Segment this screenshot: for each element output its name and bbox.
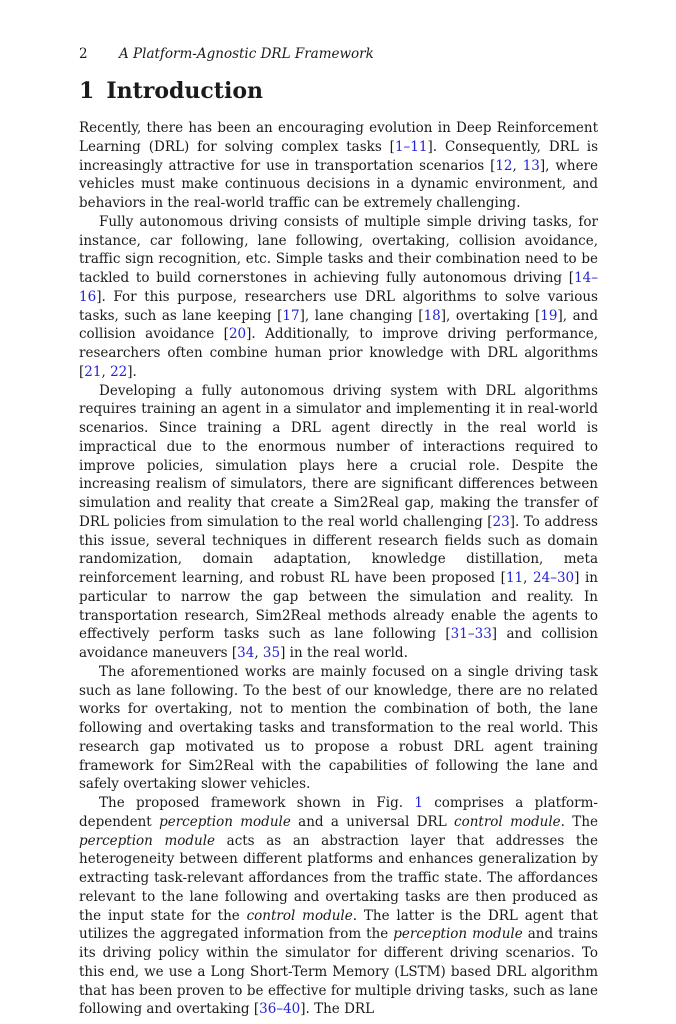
emphasized-term: perception module xyxy=(159,813,291,830)
citation-link[interactable]: 11 xyxy=(505,570,524,586)
section-title: Introduction xyxy=(106,78,263,104)
text-run: acts as an abstraction layer that addresses the heterogeneity between different platforms and enhances generalization by extracting task-relevant affordances from the traffic state. The affordances relevant to the lane following and overtaking tasks are then produced as the input state for the xyxy=(79,832,598,924)
text-run: , xyxy=(101,363,111,380)
page-number: 2 xyxy=(79,46,88,62)
text-run: , xyxy=(512,157,523,174)
citation-link[interactable]: 31–33 xyxy=(450,626,492,643)
text-run: The proposed framework shown in Fig. xyxy=(99,795,415,811)
citation-link[interactable]: 34 xyxy=(237,645,255,661)
emphasized-term: perception module xyxy=(393,926,523,943)
citation-link[interactable]: 20 xyxy=(228,326,247,343)
citation-link[interactable]: 21 xyxy=(84,363,102,380)
citation-link[interactable]: 22 xyxy=(110,363,128,380)
citation-link[interactable]: 17 xyxy=(282,307,300,324)
citation-link[interactable]: 36–40 xyxy=(259,1001,301,1018)
section-heading xyxy=(79,76,598,106)
text-run: ]. Additionally, to improve driving performance, researchers often combine human prior knowledge with DRL algorithms [ xyxy=(79,326,598,380)
text-run: and a universal DRL xyxy=(290,813,455,830)
text-run: ]. The DRL xyxy=(300,1001,375,1018)
text-run: Developing a fully autonomous driving system with DRL algorithms requires training an agent in a simulator and implementing it in real-world scenarios. Since training a DRL agent directly in the real world is impractical due to the enormous number of interactions required to improve policies, simulation plays here a crucial role. Despite the increasing realism of simulators, there are significant differences between simulation and reality that create a Sim2Real gap, making the transfer of DRL policies from simulation to the real world challenging [ xyxy=(79,382,598,530)
section-number: 1 xyxy=(79,78,95,104)
text-run: , xyxy=(254,645,263,661)
citation-link[interactable]: 35 xyxy=(262,645,281,661)
citation-link[interactable]: 18 xyxy=(423,307,441,324)
emphasized-term: control module xyxy=(454,813,561,830)
running-head xyxy=(79,44,598,64)
text-run: ] and collision avoidance maneuvers [ xyxy=(79,626,598,661)
citation-link[interactable]: 14–16 xyxy=(79,270,598,305)
citation-link[interactable]: 13 xyxy=(522,157,540,174)
page xyxy=(79,44,598,1019)
paragraph xyxy=(79,119,598,213)
text-run: ], lane changing [ xyxy=(299,307,424,324)
text-run: Fully autonomous driving consists of multiple simple driving tasks, for instance, car following, lane following, overtaking, collision avoidance, traffic sign recognition, etc. Simple tasks and their combination need to be tackled to build cornerstones in achieving fully autonomous driving [ xyxy=(79,213,598,286)
text-run: Recently, there has been an encouraging evolution in Deep Reinforcement Learning (DRL) for solving complex tasks [ xyxy=(79,120,598,155)
text-run: ], where vehicles must make continuous decisions in a dynamic environment, and behaviors in the real-world traffic can be extremely challenging. xyxy=(79,157,599,211)
citation-link[interactable]: 1 xyxy=(414,795,423,811)
text-run: ], and collision avoidance [ xyxy=(79,307,599,343)
text-run: . The latter is the DRL agent that utilizes the aggregated information from the xyxy=(79,907,598,943)
paragraph xyxy=(79,794,598,1019)
text-run: ], overtaking [ xyxy=(440,307,541,324)
citation-link[interactable]: 19 xyxy=(540,307,558,324)
text-run: . The xyxy=(560,813,598,830)
text-run: The aforementioned works are mainly focused on a single driving task such as lane following. To the best of our knowledge, there are no related works for overtaking, not to mention the combination of both, the lane following and overtaking tasks and transformation to the real world. This research gap motivated us to propose a robust DRL agent training framework for Sim2Real with the capabilities of following the lane and safely overtaking slower vehicles. xyxy=(79,663,598,793)
text-run: ]. xyxy=(127,363,137,380)
text-run: , xyxy=(523,570,534,586)
body-text xyxy=(79,119,598,1019)
citation-link[interactable]: 1–11 xyxy=(394,138,428,155)
emphasized-term: perception module xyxy=(79,832,216,849)
text-run: ]. Consequently, DRL is increasingly attractive for use in transportation scenarios [ xyxy=(79,138,598,174)
text-run: ]. For this purpose, researchers use DRL algorithms to solve various tasks, such as lane keeping [ xyxy=(79,288,598,324)
citation-link[interactable]: 24–30 xyxy=(533,570,575,586)
paragraph xyxy=(79,213,598,382)
emphasized-term: control module xyxy=(246,907,353,924)
citation-link[interactable]: 23 xyxy=(492,513,510,530)
text-run: ] in the real world. xyxy=(280,645,408,661)
citation-link[interactable]: 12 xyxy=(495,157,513,174)
text-run: ]. To address this issue, several techniques in different research fields such as domain randomization, domain adaptation, knowledge distillation, meta reinforcement learning, and robust RL have been proposed [ xyxy=(79,513,598,586)
running-title: A Platform-Agnostic DRL Framework xyxy=(119,46,374,62)
text-run: and trains its driving policy within the simulator for different driving scenarios. To this end, we use a Long Short-Term Memory (LSTM) based DRL algorithm that has been proven to be effective for multiple driving tasks, such as lane following and overtaking [ xyxy=(79,926,598,1018)
paragraph xyxy=(79,382,598,663)
text-run: comprises a platform-dependent xyxy=(79,795,598,830)
paragraph xyxy=(79,663,598,794)
text-run: ] in particular to narrow the gap between the simulation and reality. In transportation research, Sim2Real methods already enable the agents to effectively perform tasks such as lane following [ xyxy=(79,570,598,643)
